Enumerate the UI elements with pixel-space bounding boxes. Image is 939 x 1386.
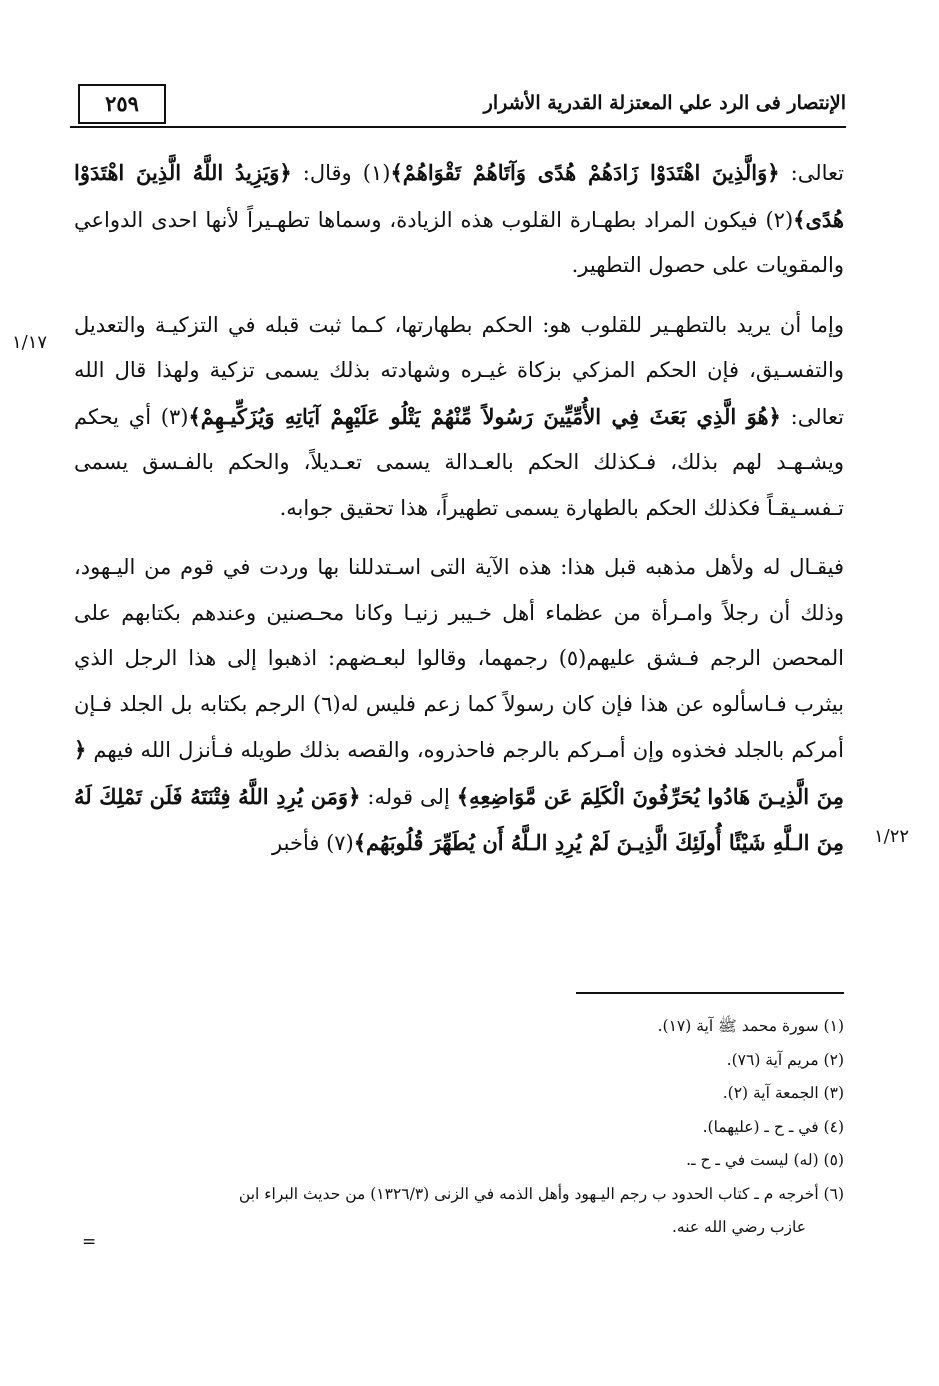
quran-verse: ﴿وَالَّذِينَ اهْتَدَوْا زَادَهُمْ هُدًى وَآتَاهُمْ تَقْوَاهُمْ﴾	[390, 160, 780, 185]
paragraph-3	[74, 545, 844, 867]
quran-verse: ﴿وَمَن يُرِدِ اللَّهُ فِتْنَتَهُ فَلَن تَمْلِكَ لَهُ مِنَ الـلَّهِ شَيْئًا أُولَئِكَ الَّذِيـنَ لَمْ يُرِدِ الـلَّهُ أَن يُطَهِّرَ قُلُوبَهُم﴾	[74, 783, 844, 855]
text-segment: (٧) فأخبر	[272, 831, 354, 855]
paragraph-2	[74, 303, 844, 532]
footnote-separator	[576, 992, 844, 994]
footnote-5: (٥) (له) ليست في ـ ح ـ.	[686, 1151, 844, 1169]
footnote-6-continuation: عازب رضي الله عنه.	[671, 1218, 806, 1236]
footnote-1: (١) سورة محمد ﷺ آية (١٧).	[657, 1017, 844, 1035]
margin-note-folio-17: ١/١٧	[12, 332, 48, 353]
text-segment: (١) وقال:	[291, 161, 391, 185]
text-segment: إلى قوله:	[360, 784, 457, 809]
margin-note-folio-22: ١/٢٢	[874, 826, 910, 847]
text-segment: فيقـال له ولأهل مذهبه قبل هذا: هذه الآية التى اسـتدللنا بها وردت في قوم من اليـهود، وذلك أن رجلاً وامـرأة من عظماء أهل خـيبر زنيـا وكانا محـصنين وعندهم بكتابهم على المحصن الرجم فـشق عليهم(٥) رجمهما، وقالوا لبعـضهم: اذهبوا إلى هذا الرجل الذي بيثرب فـاسألوه عن هذا فإن كان رسولاً كما زعم فليس له(٦) الرجم بكتابه بل الجلد فـإن أمركم بالجلد فخذوه وإن أمـركم بالرجم فاحذروه، والقصه بذلك طويله فـأنزل الله فيهم	[74, 555, 844, 762]
quran-verse: ﴿ مِنَ الَّذِيـنَ هَادُوا يُحَرِّفُونَ الْكَلِمَ عَن مَّوَاضِعِهِ﴾	[74, 737, 844, 809]
text-segment: (٣) أي يحكم ويشـهـد لهم بذلك، فـكذلك الحكم بالعـدالة يسمى تعـديلاً، والحكم بالفـسق يسمى تـفسـيقـاً فكذلك الحكم بالطهارة يسمى تطهيراً، هذا تحقيق جوابه.	[74, 404, 844, 520]
quran-verse: ﴿هُوَ الَّذِي بَعَثَ فِي الأُمِّيِّينَ رَسُولاً مِّنْهُمْ يَتْلُو عَلَيْهِمْ آيَاتِهِ وَيُزَكِّيـهِمْ﴾	[188, 403, 781, 429]
page-header	[70, 82, 846, 128]
page-number: ٢٥٩	[78, 84, 166, 124]
footnote-3: (٣) الجمعة آية (٢).	[722, 1084, 844, 1102]
running-title: الإنتصار فى الرد علي المعتزلة القدرية الأشرار	[483, 92, 846, 114]
footnote-2: (٢) مريم آية (٧٦).	[726, 1050, 844, 1069]
continued-mark: =	[82, 1232, 97, 1252]
text-segment: (٢) فيكون المراد بطهـارة القلوب هذه الزيادة، وسماها تطهـيراً لأنها احدى الدواعي والمقويات على حصول التطهير.	[74, 207, 844, 277]
paragraph-1	[74, 150, 844, 289]
footnotes	[74, 1010, 844, 1245]
text-segment: وإما أن يريد بالتطهـير للقلوب هو: الحكم بطهارتها، كـما ثبت قبله في التزكيـة والتعديل والتفسـيق، فإن الحكم المزكي بزكاة غيـره وشهادته بذلك يسمى تزكية ولهذا قال الله تعالى:	[74, 312, 844, 429]
text-segment: تعالى:	[779, 161, 844, 185]
footnote-6: (٦) أخرجه م ـ كتاب الحدود ب رجم اليـهود وأهل الذمه في الزنى (١٣٢٦/٣) من حديث البراء ابن	[238, 1184, 844, 1203]
footnote-4: (٤) في ـ ح ـ (عليهما).	[702, 1117, 844, 1136]
quran-verse: ﴿وَيَزِيدُ اللَّهُ الَّذِينَ اهْتَدَوْا هُدًى﴾	[74, 160, 844, 232]
main-text	[74, 150, 844, 881]
